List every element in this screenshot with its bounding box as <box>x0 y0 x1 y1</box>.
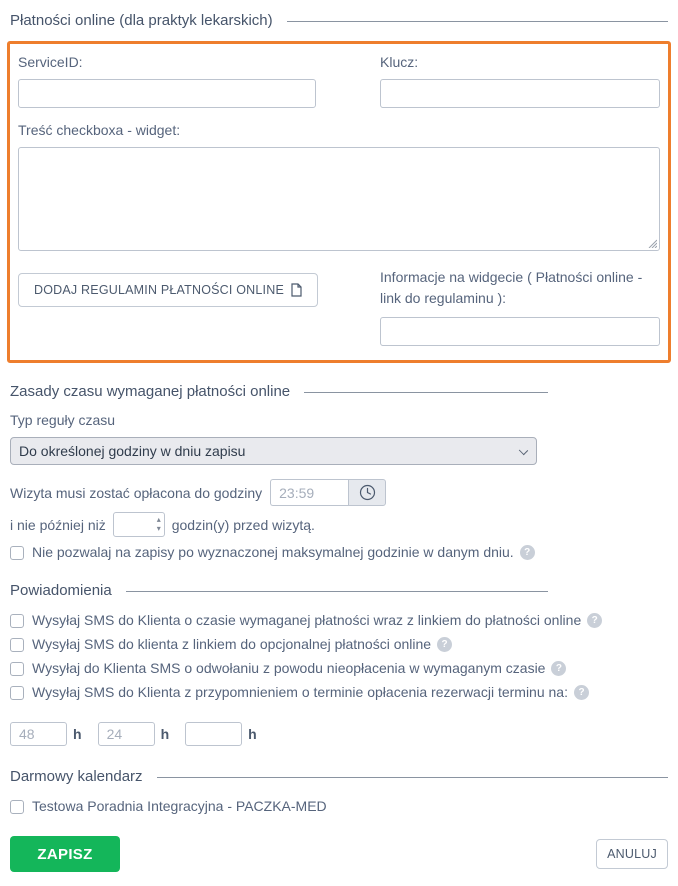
widget-info-label: Informacje na widgecie ( Płatności online - link do regulaminu ): <box>380 269 643 306</box>
sms-optional-payment-link-checkbox[interactable] <box>10 638 24 652</box>
reminder-hours-input-2[interactable] <box>98 722 155 746</box>
section-rule <box>157 777 668 778</box>
time-rules-section-title: Zasady czasu wymaganej płatności online <box>10 383 291 400</box>
free-calendar-section <box>10 768 668 816</box>
number-spinner-icon[interactable]: ▴ ▾ <box>156 515 161 533</box>
help-icon[interactable] <box>574 685 589 700</box>
free-calendar-section-title: Darmowy kalendarz <box>10 768 143 785</box>
not-later-prefix: i nie później niż <box>10 516 106 533</box>
key-label: Klucz: <box>380 54 419 70</box>
widget-info-input[interactable] <box>380 317 660 346</box>
key-input[interactable] <box>380 79 660 108</box>
notifications-section-title: Powiadomienia <box>10 582 112 599</box>
rule-type-label: Typ reguły czasu <box>10 412 116 428</box>
section-rule <box>304 392 548 393</box>
help-icon[interactable] <box>587 613 602 628</box>
checkbox-content-textarea[interactable] <box>18 147 660 251</box>
service-id-input[interactable] <box>18 79 316 108</box>
rule-type-select[interactable] <box>10 437 537 465</box>
hour-unit-label: h <box>160 726 170 742</box>
section-rule <box>287 21 668 22</box>
rule-type-selected-option: Do określonej godziny w dniu zapisu <box>19 443 246 459</box>
paid-by-label: Wizyta musi zostać opłacona do godziny <box>10 484 263 501</box>
help-icon[interactable] <box>551 661 566 676</box>
no-signup-after-hour-label: Nie pozwalaj na zapisy po wyznaczonej maksymalnej godzinie w danym dniu. <box>32 544 514 560</box>
notifications-section <box>10 582 668 746</box>
hour-unit-label: h <box>73 726 82 742</box>
document-icon <box>291 283 302 297</box>
reminder-hours-input-3[interactable] <box>185 722 242 746</box>
reminder-hours-input-1[interactable] <box>10 722 67 746</box>
time-picker-button[interactable] <box>348 479 386 506</box>
sms-required-payment-link-label: Wysyłaj SMS do Klienta o czasie wymaganej płatności wraz z linkiem do płatności online <box>32 612 582 628</box>
sms-payment-reminder-label: Wysyłaj SMS do Klienta z przypomnieniem o terminie opłacenia rezerwacji terminu na: <box>32 684 568 700</box>
sms-cancellation-label: Wysyłaj do Klienta SMS o odwołaniu z powodu nieopłacenia w wymaganym czasie <box>32 660 546 676</box>
not-later-suffix: godzin(y) przed wizytą. <box>171 516 315 533</box>
time-rules-section <box>10 383 668 562</box>
test-clinic-label: Testowa Poradnia Integracyjna - PACZKA-MED <box>32 798 327 814</box>
test-clinic-checkbox[interactable] <box>10 800 24 814</box>
no-signup-after-hour-checkbox[interactable] <box>10 546 24 560</box>
help-icon[interactable] <box>520 545 535 560</box>
checkbox-content-label: Treść checkboxa - widget: <box>18 122 181 138</box>
section-rule <box>126 591 548 592</box>
payments-highlight-box <box>7 41 671 363</box>
cancel-button[interactable]: ANULUJ <box>596 839 668 869</box>
sms-payment-reminder-checkbox[interactable] <box>10 686 24 700</box>
payment-time-input[interactable] <box>270 479 348 506</box>
hours-before-visit-input[interactable] <box>113 512 165 537</box>
help-icon[interactable] <box>437 637 452 652</box>
save-button[interactable]: ZAPISZ <box>10 836 120 872</box>
notifications-section-header <box>10 582 548 599</box>
payments-section-title: Płatności online (dla praktyk lekarskich) <box>10 12 273 29</box>
footer-actions <box>10 836 668 872</box>
sms-cancellation-checkbox[interactable] <box>10 662 24 676</box>
add-regulations-button-label: DODAJ REGULAMIN PŁATNOŚCI ONLINE <box>34 283 284 297</box>
payments-section-header <box>10 12 668 29</box>
add-regulations-button[interactable] <box>18 273 318 307</box>
sms-optional-payment-link-label: Wysyłaj SMS do klienta z linkiem do opcjonalnej płatności online <box>32 636 432 652</box>
clock-icon <box>359 484 376 501</box>
sms-required-payment-link-checkbox[interactable] <box>10 614 24 628</box>
free-calendar-section-header <box>10 768 668 785</box>
time-rules-section-header <box>10 383 548 400</box>
service-id-label: ServiceID: <box>18 54 83 70</box>
hour-unit-label: h <box>248 726 257 742</box>
